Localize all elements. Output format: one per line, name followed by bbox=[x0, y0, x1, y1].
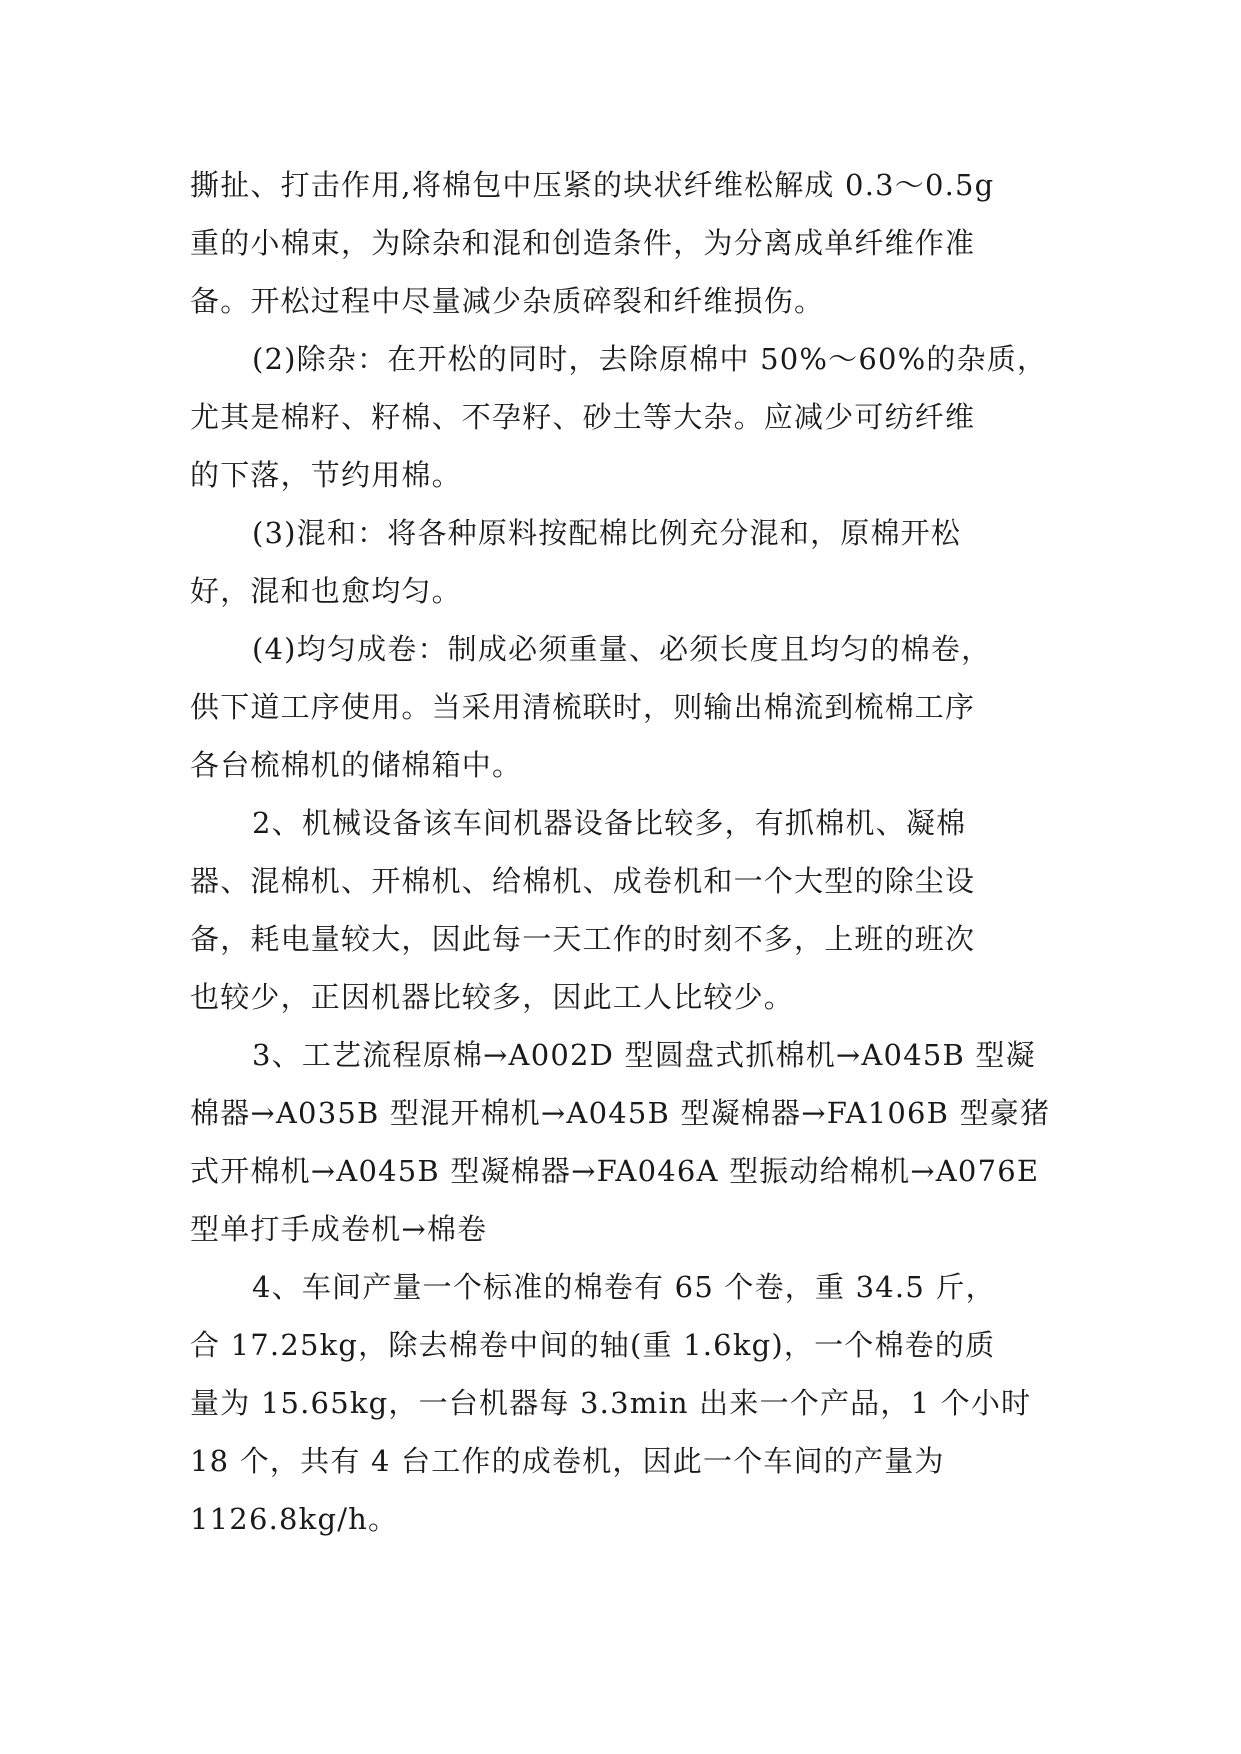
text-line: 也较少，正因机器比较多，因此工人比较少。 bbox=[190, 980, 795, 1014]
text-line: 备，耗电量较大，因此每一天工作的时刻不多，上班的班次 bbox=[190, 922, 976, 956]
text-line: 供下道工序使用。当采用清梳联时，则输出棉流到梳棉工序 bbox=[190, 690, 976, 724]
text-line: 撕扯、打击作用,将棉包中压紧的块状纤维松解成 0.3～0.5g bbox=[190, 168, 995, 202]
text-line: 4、车间产量一个标准的棉卷有 65 个卷，重 34.5 斤， bbox=[252, 1270, 996, 1304]
text-line: 尤其是棉籽、籽棉、不孕籽、砂土等大杂。应减少可纺纤维 bbox=[190, 400, 976, 434]
text-line: (2)除杂：在开松的同时，去除原棉中 50%～60%的杂质， bbox=[252, 342, 1048, 376]
text-line: 式开棉机→A045B 型凝棉器→FA046A 型振动给棉机→A076E bbox=[190, 1154, 1040, 1188]
text-line: 合 17.25kg，除去棉卷中间的轴(重 1.6kg)，一个棉卷的质 bbox=[190, 1328, 996, 1362]
text-line: 的下落，节约用棉。 bbox=[190, 458, 462, 492]
text-line: 型单打手成卷机→棉卷 bbox=[190, 1212, 488, 1246]
text-line: 器、混棉机、开棉机、给棉机、成卷机和一个大型的除尘设 bbox=[190, 864, 976, 898]
text-line: 量为 15.65kg，一台机器每 3.3min 出来一个产品，1 个小时 bbox=[190, 1386, 1032, 1420]
text-line: 好，混和也愈均匀。 bbox=[190, 574, 462, 608]
document-body bbox=[190, 156, 1070, 1548]
text-line: (3)混和：将各种原料按配棉比例充分混和，原棉开松 bbox=[252, 516, 962, 550]
text-line: 2、机械设备该车间机器设备比较多，有抓棉机、凝棉 bbox=[252, 806, 967, 840]
text-line: 3、工艺流程原棉→A002D 型圆盘式抓棉机→A045B 型凝 bbox=[252, 1038, 1036, 1072]
text-line: 各台梳棉机的储棉箱中。 bbox=[190, 748, 523, 782]
text-line: 1126.8kg/h。 bbox=[190, 1502, 399, 1536]
text-line: (4)均匀成卷：制成必须重量、必须长度且均匀的棉卷， bbox=[252, 632, 992, 666]
text-line: 备。开松过程中尽量减少杂质碎裂和纤维损伤。 bbox=[190, 284, 825, 318]
text-line: 18 个，共有 4 台工作的成卷机，因此一个车间的产量为 bbox=[190, 1444, 945, 1478]
text-line: 棉器→A035B 型混开棉机→A045B 型凝棉器→FA106B 型豪猪 bbox=[190, 1096, 1051, 1130]
text-line: 重的小棉束，为除杂和混和创造条件，为分离成单纤维作准 bbox=[190, 226, 976, 260]
